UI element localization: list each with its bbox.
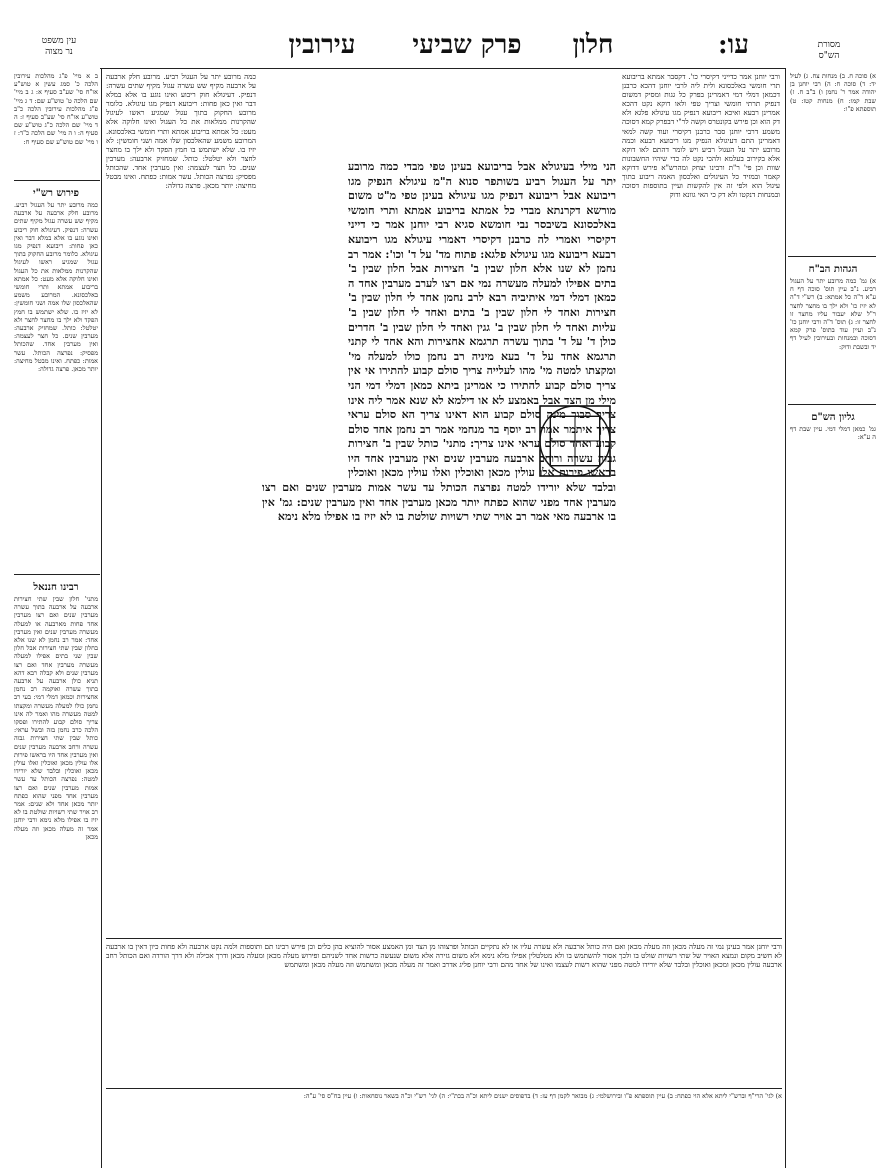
rashi-inner-column: כמה מרובע יתר על העגול רביע. מרובע חלק ארבעה על ארבעה מקיף שש עשרה עגול מקיף שתים עשרה: דנפיק. דעיגולא חוק ריבוע ואינו נוגע בו אלא במלא דבר ואין כאן פחות: ריבועא דנפיק מגו עיגולא. כלומר מרובע החקוק בתוך עגול שמגיע ראשו לעיגול שהקרנות ממלאות את כל העגול ואינו חלוקה אלא מעט: כל אמתא בריבוע אמתא ותרי חומשי באלכסונא. המרובע משמע שהאלכסון שלו אמה ושני חומשין: לא יזיז בו. שלא ישתמש בו חמץ הפקד ולא ילך בו מחצר לחצר ולא יטלטל: כותל. שמחזיק ארבעה: מערבין שנים. כל חצר לעצמה: ואין מערבין אחד. שהכותל מפסיק: נפרצה הכותל. עשר אמות: כפתח. ואינו מבטל מחיצה: יותר מכאן. פרצה גדולה: [106, 72, 256, 191]
ein-mishpat-column: ב א מיי' פ"ג מהלכות עירובין הלכה כ' סמג עשין א טוש"ע או"ח סי' שע"ב סעיף א: ג ב מיי' שם הלכה ט' טוש"ע שם: ד ג מיי' פ"ג מהלכות עירובין הלכה כ"ב טוש"ע או"ח סי' שע"ב סעיף ז: ה ד מיי' שם הלכה כ"ג טוש"ע שם סעיף ה: ו ה מיי' שם הלכה כ"ד: ז ו מיי' שם טוש"ע שם סעיף ח: [14, 72, 98, 146]
rabbeinu-chananel-text: מתני' חלון שבין שתי חצירות ארבעה על ארבעה בתוך עשרה מערבין שנים ואם רצו מערבין אחד פחות מארבעה או למעלה מעשרה מערבין שנים ואין מערבין אחד: אמר רב נחמן לא שנו אלא בחלון שבין שתי חצירות אבל חלון שבין שני בתים אפילו למעלה מעשרה מערבין אחד ואם רצו מערבין שנים ולא קבלה רבא דהא תניא כולן ארבעה על ארבעה בתוך עשרה ואוקמה רב נחמן אחצירות וכמאן דמלי דמי: בעי רב נחמן כולו למעלה מעשרה ומקצתו למטה מעשרה מהו ואמר לה אינו צריך סולם קבוע להתירו ופסקו הלכה כרב נחמן בזה ובשל עראי: כותל שבין שתי חצירות גבוה עשרה ורחב ארבעה מערבין שנים ואין מערבין אחד היו בראשו פירות אלו עולין מכאן ואוכלין ואלו עולין מכאן ואוכלין ובלבד שלא יורידו למטה: נפרצה הכותל עד עשר אמות מערבין שנים ואם רצו מערבין אחד מפני שהוא כפתח יותר מכאן אחד ולא שנים: אמר רב אויר שתי רשויות שולטת בו לא יזיז בו אפילו מלא נימא ורבי יוחנן אמר זה מעלה מכאן וזה מעלה מכאן [14, 595, 98, 841]
masoret-hashas-header [788, 40, 870, 62]
gemara-main-text: הני מילי בעיגולא אבל בריבועא בעינן טפי מבדי כמה מרובע יתר על העגול רביע בשותפר סנוא ה"מ עיגולא הנפיק מגו ריבועא אבל ריבועא דנפיק מגו עיגולא בעינן טפי מ"ט משום מורשא דקרנתא מבדי כל אמתא בריבוע אמתא ותרי חומשי באלכסונא בשיבסר נבי חומשא סגיא רבי יוחנן אמר כי דייני דקיסרי ואמרי לה כרבנן דקיסרי דאמרי עיגולא מגו ריבועא רבעא ריבועא מגו עיגולא פלגא: פתוח מד' על ד' וכו': אמר רב נחמן לא שנו אלא חלון שבין ב' חצירות אבל חלון שבין ב' בתים אפילו למעלה מעשרה נמי אם רצו לערב מערבין אחד ה כמאן דמלי דמי איתיביה רבא לרב נחמן אחד לי חלון שבין ב' חצירות ואחד לי חלון שבין ב' בתים ואחד לי חלון שבין ב' עליות ואחד לי חלון שבין ב' גגין ואחד לי חלון שבין ב' חדרים כולן ד' על ד' בתוך עשרה תרגמא אחצירות והא אחד לי קתני תרגמא אחד על ד' בעא מיניה רב נחמן כולו למעלה מי' ומקצתו למטה מי' מהו לעלייה צריך סולם קבוע להתירו אי אין צריך סולם קבוע להתירו כי אמרינן ביתא כמאן דמלי דמי הני מילי מן הצד אבל באמצע לא או דילמא לא שנא אמר ליה אינו צריך סבור מינה סולם קבוע הוא דאינו צריך הא סולם עראי צריך איתמר אמר רב יוסף בר מנחמי אמר רב נחמן אחד סולם קבוע ואחד סולם עראי אינו צריך: מתני' כותל שבין ב' חצירות גבוה עשרה ורוחב ארבעה מערבין שנים ואין מערבין אחד היו בראשו פירות אלו עולין מכאן ואוכלין ואלו עולין מכאן ואוכלין ובלבד שלא יורידו למטה נפרצה הכותל עד עשר אמות מערבין שנים ואם רצו מערבין אחד מפני שהוא כפתח יותר מכאן מערבין אחד ואין מערבין שנים: גמ' אין בו ארבעה מאי אמר רב אויר שתי רשויות שולטת בו לא יזיז בו אפילו מלא נימא [262, 160, 616, 524]
gilyon-text: גמ' כמאן דמלי דמי. עיין שבת דף ה ע"א: [790, 425, 876, 442]
rabbeinu-chananel-title: רבינו חננאל [33, 582, 79, 593]
gilyon-column [790, 408, 876, 468]
masoret-label: מסורת [817, 40, 841, 50]
footer-rule [106, 938, 782, 939]
hagahot-divider [788, 404, 876, 405]
ner-mitzvah-label: נר מצוה [45, 47, 73, 57]
tosafot-column: ורבי יוחנן אמר כדייני דקיסרי כו'. דקסבר אמתא בריבועא תרי חומשי באלכסונא ולית ליה לרבי יוחנן דהכא כרבנן דכמאן דמלי דמי דאמרינן בפרק כל גגות ומסיק דמשום דנפיק תרתי חומשי וצריך טפי ולאו דוקא נקט דהכא אמרינן רבעא ואיכא ריבועא דנפיק מגו עיגולא פלגא ולא דק הוא וכן פירש בקונטרס וקשה לר"י דבפרק קמא דסוכה משמע דרבי יוחנן סבר כרבנן דקיסרי ועוד קשה למאי דאמרינן התם דעיגולא הנפיק מגו ריבועא רבעא וכמה מרובע יתר על העגול רביע ויש לומר דהתם לאו דוקא אלא בקירוב בעלמא ולהכי נקט לה כדי שיהיו החשבונות שוות וכן פי' ר"ת ורבינו יצחק ומהרש"א פירש דדוקא קאמר ובמזיד כל העיגולים ואלכסון האמה ריבוע בתוך עיגול הוא ולפי זה אין להקשות ועיין בתוספות דסוכה ובמנחות דנקטו ולא דק כי האי גוונא ודוק [622, 72, 780, 200]
rashi-title: פירוש רש"י [33, 188, 79, 199]
hagahot-text: א) גמ' כמה מרובע יתר על העגול רביע. נ"ב עיין תוס' סוכה דף ח ע"א ד"ה כל אמתא: ב) רש"י ד"ה לא יזיז כו' ולא ילך בו מחצר לחצר ר"ל שלא יעבור עליו מחצר זו לחצר זו: ג) תוס' ד"ה ורבי יוחנן כו' נ"ב ועיין עוד בתוס' פרק קמא דסוכה ובמנחות ובעירובין לעיל דף יד ובשבת ודוק: [790, 277, 876, 351]
hashas-label: הש"ס [818, 51, 840, 61]
masoret-divider [788, 256, 876, 257]
circle-in-square-diagram [536, 402, 614, 480]
header-rule [100, 68, 786, 69]
chapter-title: פרק שביעי [412, 30, 522, 60]
ein-mishpat-label: עין משפט [41, 36, 77, 46]
folio-number: עו: [718, 30, 749, 60]
diagram-spacer [262, 392, 348, 480]
ein-mishpat-divider [14, 180, 100, 181]
rashi-text: כמה מרובע יתר על העגול רביע. מרובע חלק ארבעה על ארבעה מקיף שש עשרה עגול מקיף שתים עשרה: דנפיק. דעיגולא חוק ריבוע ואינו נוגע בו אלא במלא דבר ואין כאן פחות: ריבועא דנפיק מגו עיגולא. כלומר מרובע החקוק בתוך עגול שמגיע ראשו לעיגול שהקרנות ממלאות את כל העגול ואינו חלוקה אלא מעט: כל אמתא בריבוע אמתא ותרי חומשי באלכסונא. המרובע משמע שהאלכסון שלו אמה ושני חומשין: לא יזיז בו. שלא ישתמש בו חמץ הפקד ולא ילך בו מחצר לחצר ולא יטלטל: כותל. שמחזיק ארבעה: מערבין שנים. כל חצר לעצמה: ואין מערבין אחד. שהכותל מפסיק: נפרצה הכותל. עשר אמות: כפתח. ואינו מבטל מחיצה: יותר מכאן. פרצה גדולה: [14, 201, 98, 374]
rabbeinu-chananel-column [14, 578, 98, 998]
hagahot-title: הגהות הב"ח [808, 264, 858, 275]
rashi-column [14, 184, 98, 570]
footnotes-text: א) לגי' הרי"ף וברש"י ליתא אלא הוי כפתח: ב) עיין תוספתא פ"ו ובירושלמי: ג) מבואר לקמן דף עז: ד) בדפוסים ישנים ליתא וכ"ה בכת"י: ה) לגי' רש"י וכ"ה בשאר נוסחאות: ו) עיין בח"ס סי' ע"ה: [303, 1092, 782, 1100]
tractate-left-word: חלון [572, 30, 614, 60]
rashi-divider [14, 574, 100, 575]
tractate-title: עירובין [288, 30, 356, 60]
right-margin-separator [785, 68, 786, 1168]
masoret-hashas-column: א) סוכה ח. ב) מנחות צח. ג) לעיל יד: ד) סוכה ח: ה) רבי יוחנן בן יהודה אמר ר' נחמן ו) ב"ב ח. ז) שבת קמו: ח) מנחות קטז: ט) תוספתא פ"ו: [790, 72, 876, 113]
footnote-rule [106, 1088, 782, 1089]
hagahot-column [790, 260, 876, 400]
ein-mishpat-header [18, 36, 100, 58]
footer-commentary: ורבי יוחנן אמר בעינן נמי זה מעלה מכאן וזה מעלה מכאן ואם היה כותל ארבעה ולא עשרה עליו או לא נתקיים הכותל ופרצוהו מן הצד ומן האמצע אסור להוציא בהן כלים וכן פירש רבינו תם ותוספות ולמה נקט ארבעה ולא פחות כיון דאין בו ארבעה לא חשיב מקום ונמצא האויר של שתי רשויות שולט בו ולכך אסור להשתמש בו ולא מטלטלין אפילו מלא נימא ולא משום גזירה אלא משום שנעשה כרשות אחד לשניהם ופירוש מעלה מכאן ומעלה מכאן ודרך אכילה ולא דרך הורדה ואם הכותל רחב ארבעה עולין מכאן ומכאן ואוכלין ובלבד שלא יורידו למטה מפני שהוא רשות לעצמו ואינו של אחד מהם ורבי יוחנן פליג אדרב ואמר זה מעלה מכאן ומשתמש וזה מעלה מכאן ומשתמש [106, 942, 782, 970]
gilyon-title: גליון הש"ם [811, 412, 855, 423]
left-margin-separator [101, 68, 102, 1168]
